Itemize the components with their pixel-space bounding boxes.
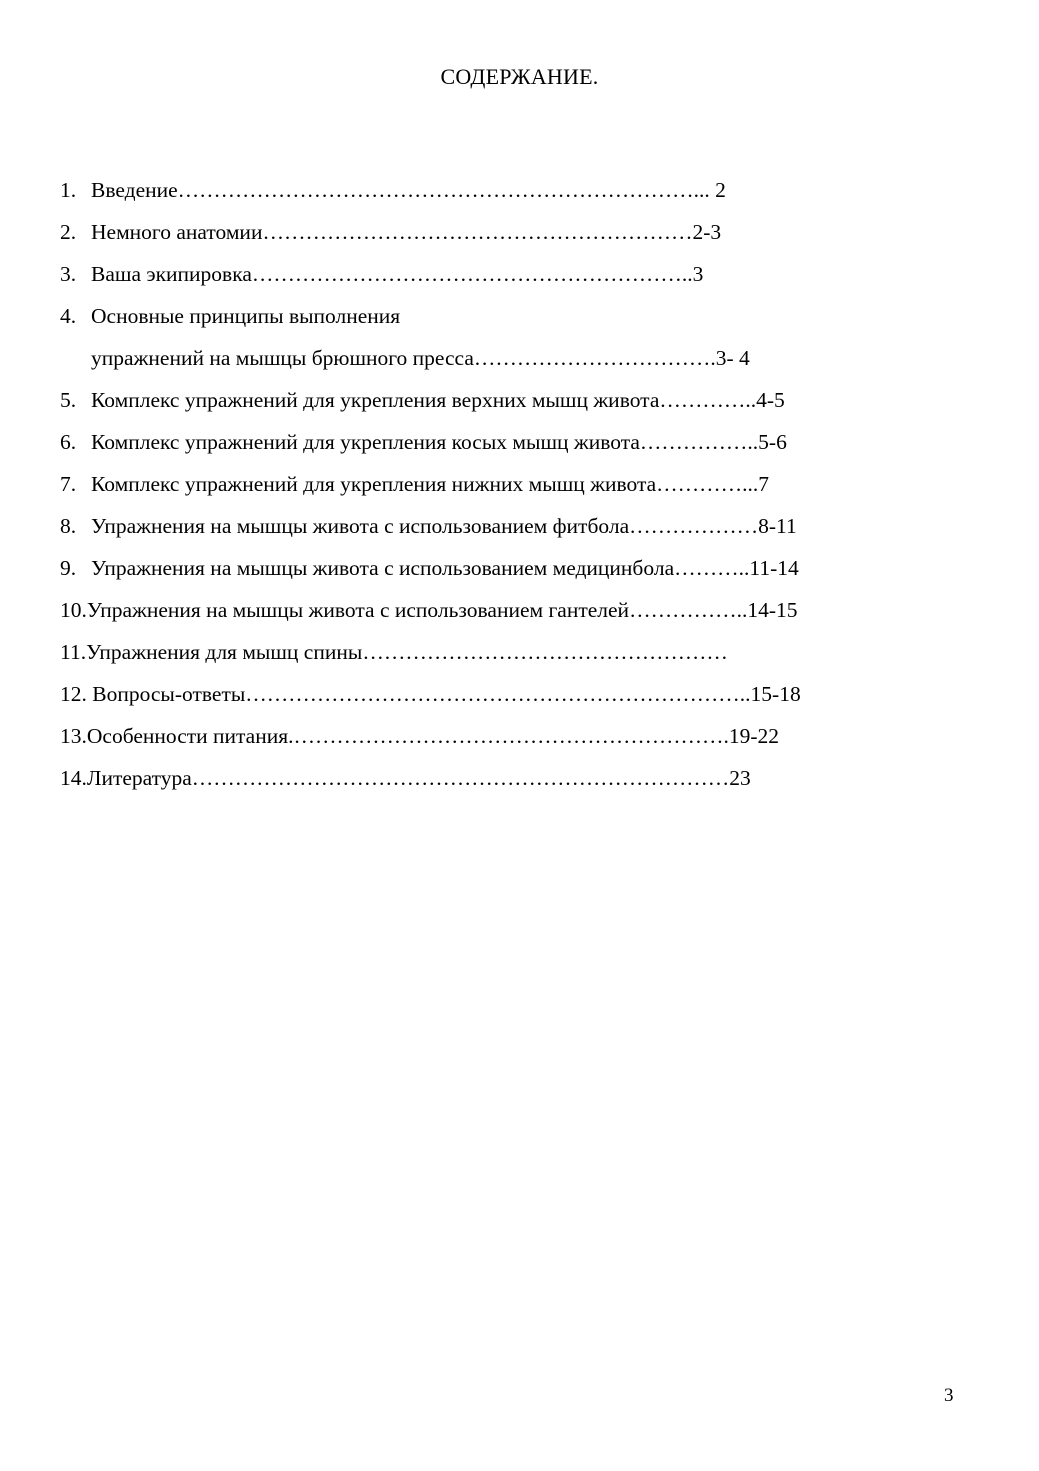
toc-item-text: Комплекс упражнений для укрепления косых мышц живота……………..5-6: [91, 430, 787, 454]
toc-item-6: [60, 426, 960, 468]
toc-item-13: [60, 720, 960, 762]
toc-item-7: [60, 468, 960, 510]
toc-item-1: [60, 174, 960, 216]
toc-item-number: 14.: [60, 766, 87, 790]
toc-item-11: [60, 636, 960, 678]
page-title: СОДЕРЖАНИЕ.: [440, 64, 599, 89]
toc-item-text: Ваша экипировка……………………………………………………..3: [91, 262, 704, 286]
toc-item-text-continued: упражнений на мышцы брюшного пресса…………………………….3- 4: [91, 346, 750, 370]
toc-item-number: 8.: [60, 514, 77, 538]
toc-item-number: 10.: [60, 598, 87, 622]
toc-item-8: [60, 510, 960, 552]
toc-item-number: 1.: [60, 178, 77, 202]
toc-item-number: 7.: [60, 472, 77, 496]
toc-item-number: 11.: [60, 640, 87, 664]
toc-item-9: [60, 552, 960, 594]
toc-item-text: Комплекс упражнений для укрепления нижних мышц живота…………...7: [91, 472, 770, 496]
toc-item-4: [60, 300, 960, 384]
toc-item-number: 3.: [60, 262, 77, 286]
toc-item-2: [60, 216, 960, 258]
toc-item-text: Основные принципы выполнения: [91, 304, 401, 328]
toc-item-text: Упражнения на мышцы живота с использованием гантелей……………..14-15: [86, 598, 798, 622]
toc-item-text: Комплекс упражнений для укрепления верхних мышц живота…………..4-5: [91, 388, 785, 412]
toc-item-text: Вопросы-ответы……………………………………………………………..15-18: [86, 682, 801, 706]
toc-item-5: [60, 384, 960, 426]
toc-item-number: 9.: [60, 556, 77, 580]
toc-item-number: 12.: [60, 682, 87, 706]
toc-item-number: 2.: [60, 220, 77, 244]
toc-item-12: [60, 678, 960, 720]
table-of-contents: [60, 174, 960, 804]
toc-item-text: Особенности питания.…………………………………………………….19-22: [86, 724, 780, 748]
toc-item-text: Введение………………………………………………………………... 2: [91, 178, 726, 202]
toc-item-number: 6.: [60, 430, 77, 454]
toc-item-3: [60, 258, 960, 300]
toc-item-number: 4.: [60, 304, 77, 328]
page-number: 3: [944, 1385, 954, 1406]
toc-item-number: 13.: [60, 724, 87, 748]
toc-item-text: Упражнения для мышц спины……………………………………………: [86, 640, 728, 664]
toc-item-text: Упражнения на мышцы живота с использованием фитбола………………8-11: [91, 514, 797, 538]
toc-item-14: [60, 762, 960, 804]
toc-item-number: 5.: [60, 388, 77, 412]
toc-item-text: Немного анатомии……………………………………………………2-3: [91, 220, 722, 244]
toc-item-10: [60, 594, 960, 636]
toc-item-text: Литература…………………………………………………………………23: [86, 766, 751, 790]
toc-item-text: Упражнения на мышцы живота с использованием медицинбола………..11-14: [91, 556, 799, 580]
